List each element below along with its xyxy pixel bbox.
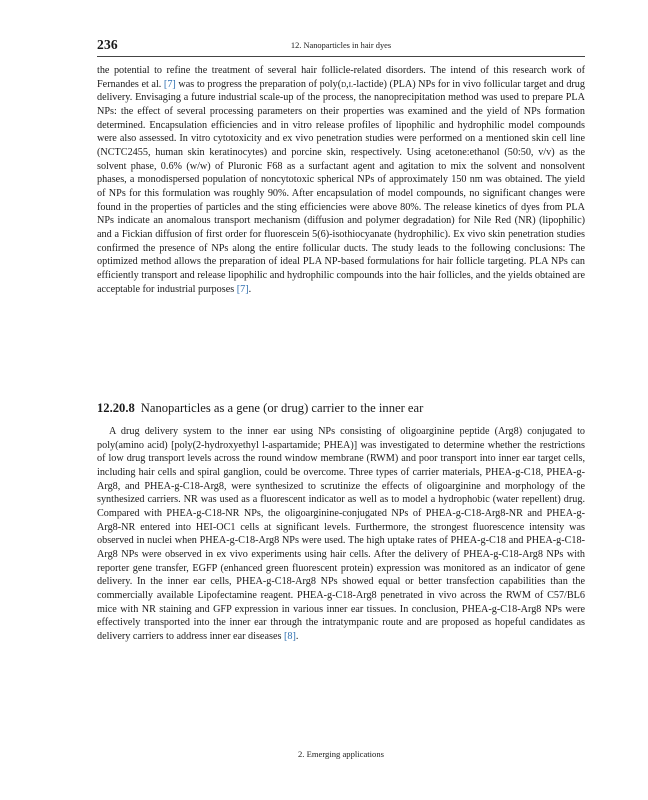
section-heading xyxy=(97,400,585,416)
section-title: Nanoparticles as a gene (or drug) carrier to the inner ear xyxy=(140,401,424,415)
running-head: 12. Nanoparticles in hair dyes xyxy=(290,41,392,50)
paragraph1-text-c: -lactide) (PLA) NPs for in vivo follicular target and drug delivery. Envisaging a future industrial scale-up of the process, the nanoprecipitation method was used to prepare PLA NPs: the effect of several processing parameters on their properties was examined and the yield of NPs formation determined. Encapsulation efficiencies and in vitro release profiles of lipophilic and hydrophilic model compounds were also assessed. In vitro cytotoxicity and ex vivo penetration studies were performed on a mentioned skin cell line (NCTC2455, human skin keratinocytes) and porcine skin, respectively. Using acetone:ethanol (50:50, v/v) as the solvent phase, 0.6% (w/w) of Pluronic F68 as a surfactant agent and agitation to mix the solvent and nonsolvent phases, a monodispersed population of noncytotoxic spherical NPs of approximately 150 nm was obtained. The yield of NPs for this formulation was roughly 90%. After encapsulation of model compounds, no significant changes were found in the properties of particles and the sting efficiencies were above 80%. The release kinetics of dyes from PLA NPs indicate an anomalous transport mechanism (diffusion and polymer degradation) for Nile Red (NR) (lipophilic) and a Fickian diffusion of first order for fluorescein 5(6)-isothiocyanate (hydrophilic). Ex vivo skin penetration studies confirmed the presence of NPs along the entire follicular ducts. The study leads to the following conclusions: The optimized method allows the preparation of ideal PLA NP-based formulations for hair follicle targeting. PLA NPs can efficiently transport and release lipophilic and hydrophilic compounds into the hair follicles, and the yields obtained are acceptable for industrial purposes xyxy=(97,78,585,295)
citation-link-7b[interactable]: [7] xyxy=(236,283,249,295)
paragraph2-text-a: A drug delivery system to the inner ear using NPs consisting of oligoarginine peptide (Arg8) conjugated to poly(amino acid) [poly(2-hydroxyethyl l-aspartamide; PHEA)] was investigated to determine whether the restrictions of low drug transport levels across the round window membrane (RWM) and poor transport into inner ear target cells, including hair cells and spiral ganglion, could be overcome. Three types of carrier materials, PHEA-g-C18, PHEA-g-Arg8, and PHEA-g-C18-Arg8, were synthesized to scrutinize the effects of oligoarginine and morphology of the synthesized carriers. NR was used as a fluorescent indicator as well as to model a hydrophobic (water repellent) drug. Compared with PHEA-g-C18-NR NPs, the oligoarginine-conjugated NPs of PHEA-g-C18-Arg8-NR and PHEA-g-Arg8-NR entered into HEI-OC1 cells at significant levels. Furthermore, the strongest fluorescence intensity was observed in nuclei when PHEA-g-C18-Arg8 NPs were used. The high uptake rates of PHEA-g-C18 and PHEA-g-C18-Arg8 NPs were observed in ex vivo experiments using hair cells. After the delivery of PHEA-g-C18-Arg8 NPs with reporter gene transfer, EGFP (enhanced green fluorescent protein) expression was monitored as an indicator of gene delivery. In the inner ear cells, PHEA-g-C18-Arg8 NPs showed equal or better transfection capabilities than the commercially available Lipofectamine reagent. PHEA-g-C18-Arg8 penetrated in vivo across the RWM of C57/BL6 mice with NR staining and GFP expression in various inner ear tissues. In conclusion, PHEA-g-C18-Arg8 NPs were effectively transported into the inner ear through the intratympanic route and are proposed as hopeful candidates as delivery carriers to address inner ear diseases xyxy=(97,426,585,642)
section-number: 12.20.8 xyxy=(97,401,135,415)
dl-prefix: d,l xyxy=(341,78,354,90)
paragraph-fernandes-pla-nps xyxy=(97,64,585,296)
page-header xyxy=(97,36,585,58)
header-rule xyxy=(97,56,585,57)
paragraph-inner-ear-delivery xyxy=(97,425,585,644)
paragraph2-text-b: . xyxy=(295,630,299,642)
paragraph1-text-b: was to progress the preparation of poly( xyxy=(175,78,342,90)
page-footer: 2. Emerging applications xyxy=(297,749,384,759)
page-number: 236 xyxy=(97,37,118,52)
paragraph1-text-d: . xyxy=(248,283,252,295)
paragraph1-text-a: the potential to refine the treatment of several hair follicle-related disorders. The intend of this research work of Fernandes et al. xyxy=(97,65,585,90)
citation-link-7a[interactable]: [7] xyxy=(163,78,176,90)
citation-link-8[interactable]: [8] xyxy=(283,630,296,642)
